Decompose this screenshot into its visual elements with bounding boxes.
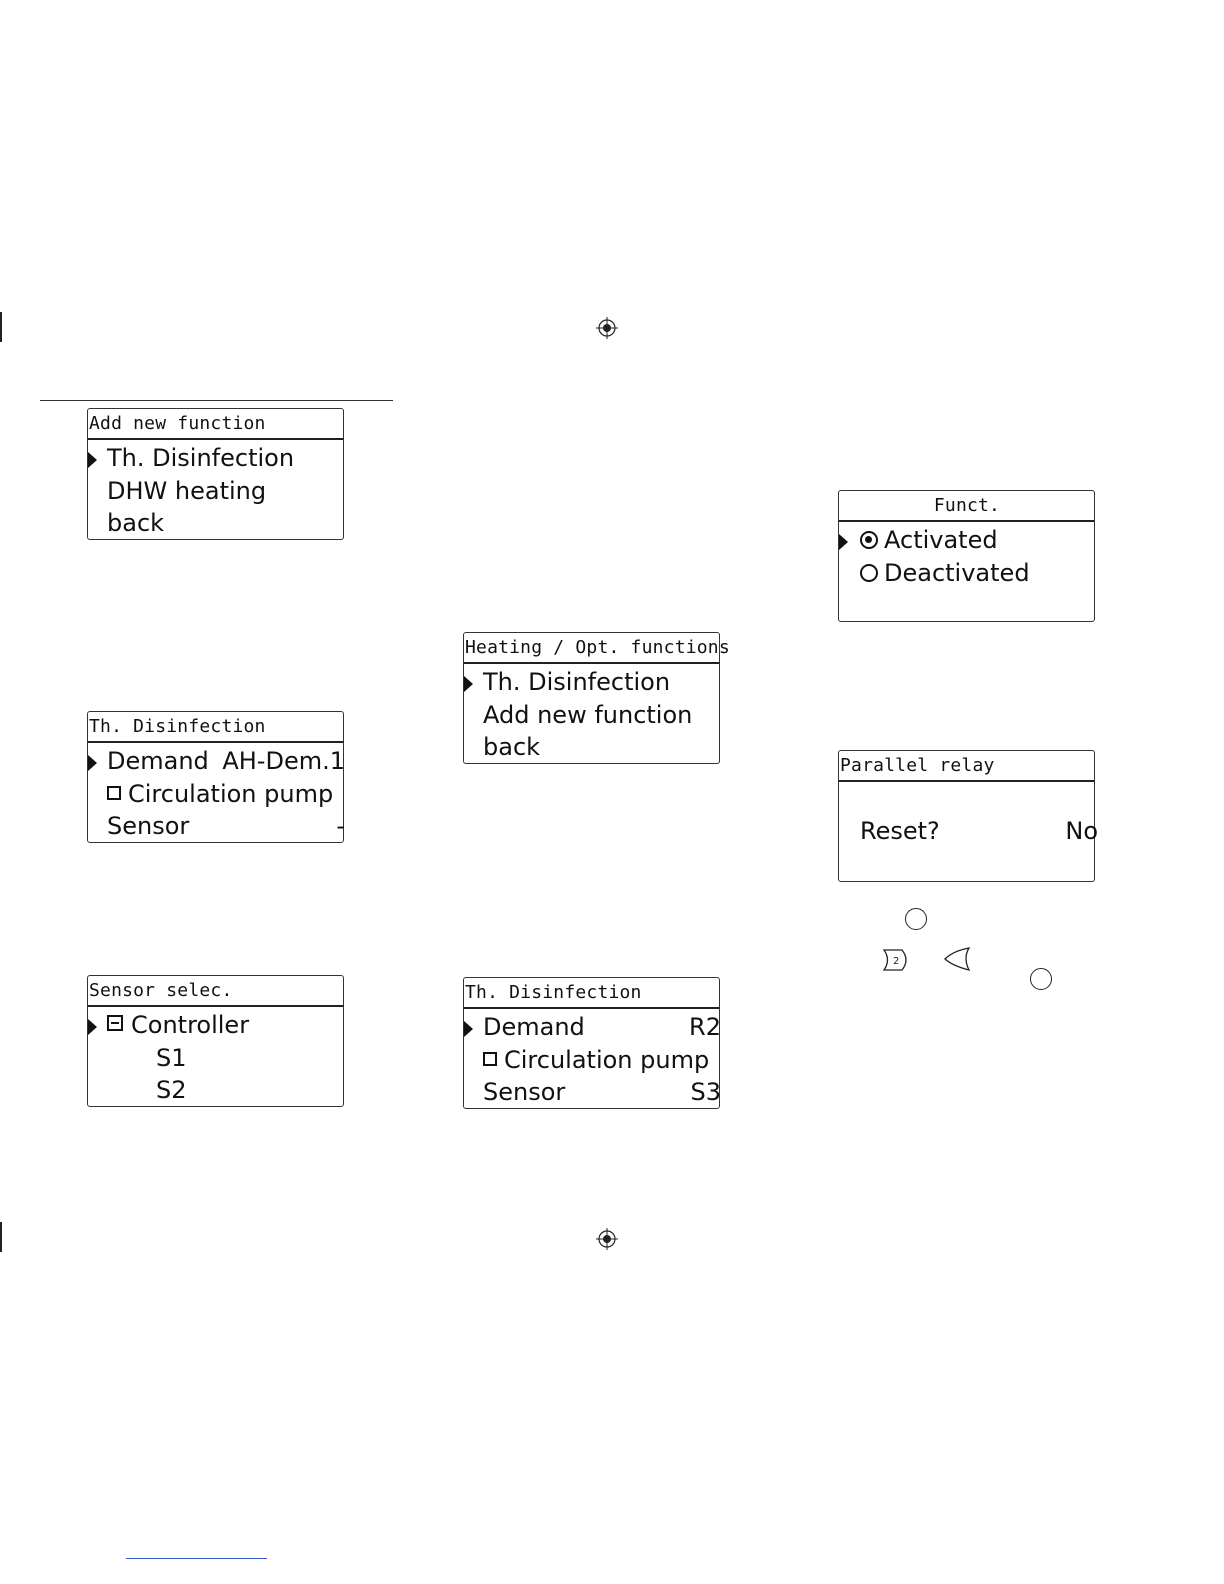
collapse-icon[interactable] [107, 1015, 123, 1031]
lcd-th-disinfection-2 [463, 977, 720, 1109]
tree-item-controller[interactable]: Controller [88, 1009, 343, 1042]
registration-mark-bottom-icon [596, 1228, 618, 1250]
menu-item-sensor[interactable]: Sensor - [88, 810, 343, 843]
checkbox-icon[interactable] [483, 1052, 497, 1066]
menu-item-circulation-pump[interactable]: Circulation pump [88, 778, 343, 811]
option-activated[interactable]: Activated [839, 524, 1094, 557]
tree-item-s2[interactable]: S2 [156, 1076, 187, 1104]
crop-mark-bottom-left [0, 1222, 2, 1252]
menu-item-dhw-heating[interactable]: DHW heating [107, 476, 267, 505]
lcd-th-disinfection-1 [87, 711, 344, 843]
screen-title: Th. Disinfection [88, 712, 343, 743]
lcd-parallel-relay [838, 750, 1098, 882]
menu-item-add-new-function[interactable]: Add new function [483, 700, 693, 729]
sensor-value: - [336, 812, 345, 840]
cursor-arrow-icon [464, 676, 473, 692]
menu-item-circulation-pump[interactable]: Circulation pump [464, 1044, 719, 1077]
screen-title: Parallel relay [839, 751, 1094, 782]
menu-item-th-disinfection[interactable]: Th. Disinfection [88, 442, 343, 475]
menu-item-back[interactable]: back [107, 509, 165, 537]
menu-item-back[interactable]: back [483, 733, 541, 761]
screen-title: Funct. [839, 491, 1094, 522]
cursor-arrow-icon [839, 534, 848, 550]
registration-mark-top-icon [596, 317, 618, 339]
reset-row[interactable]: Reset? No [839, 815, 1094, 848]
cursor-arrow-icon [88, 755, 97, 771]
lcd-heating-opt-functions [463, 632, 730, 764]
left-button-icon [943, 946, 973, 972]
cursor-arrow-icon [88, 452, 97, 468]
lcd-funct [838, 490, 1095, 622]
menu-item-demand[interactable]: Demand R2 [464, 1011, 719, 1044]
screen-title: Sensor selec. [88, 976, 343, 1007]
sensor-value: S3 [690, 1078, 721, 1106]
tree-item-s1[interactable]: S1 [156, 1043, 187, 1072]
svg-text:2: 2 [893, 956, 900, 967]
screen-title: Add new function [88, 409, 343, 440]
ok-button-icon [1030, 968, 1052, 990]
screen-title: Heating / Opt. functions [464, 633, 719, 664]
reset-value: No [1065, 817, 1098, 845]
demand-value: R2 [689, 1013, 721, 1041]
screen-title: Th. Disinfection [464, 978, 719, 1009]
demand-value: AH-Dem.1 [222, 747, 345, 775]
menu-item-demand[interactable]: Demand AH-Dem.1 [88, 745, 343, 778]
cursor-arrow-icon [88, 1019, 97, 1035]
menu-item-sensor[interactable]: Sensor S3 [464, 1076, 719, 1109]
radio-unselected-icon[interactable] [860, 564, 878, 582]
radio-selected-icon[interactable] [860, 531, 878, 549]
cursor-arrow-icon [464, 1021, 473, 1037]
footer-link-underline [126, 1558, 267, 1559]
lcd-add-new-function [87, 408, 344, 540]
crop-mark-top-left [0, 312, 2, 342]
ok-button-icon [905, 908, 927, 930]
menu-item-th-disinfection[interactable]: Th. Disinfection [464, 666, 719, 699]
section-divider [40, 400, 393, 401]
right-button-2-icon [882, 948, 912, 972]
lcd-sensor-selec [87, 975, 344, 1107]
checkbox-icon[interactable] [107, 786, 121, 800]
option-deactivated[interactable]: Deactivated [839, 557, 1094, 590]
